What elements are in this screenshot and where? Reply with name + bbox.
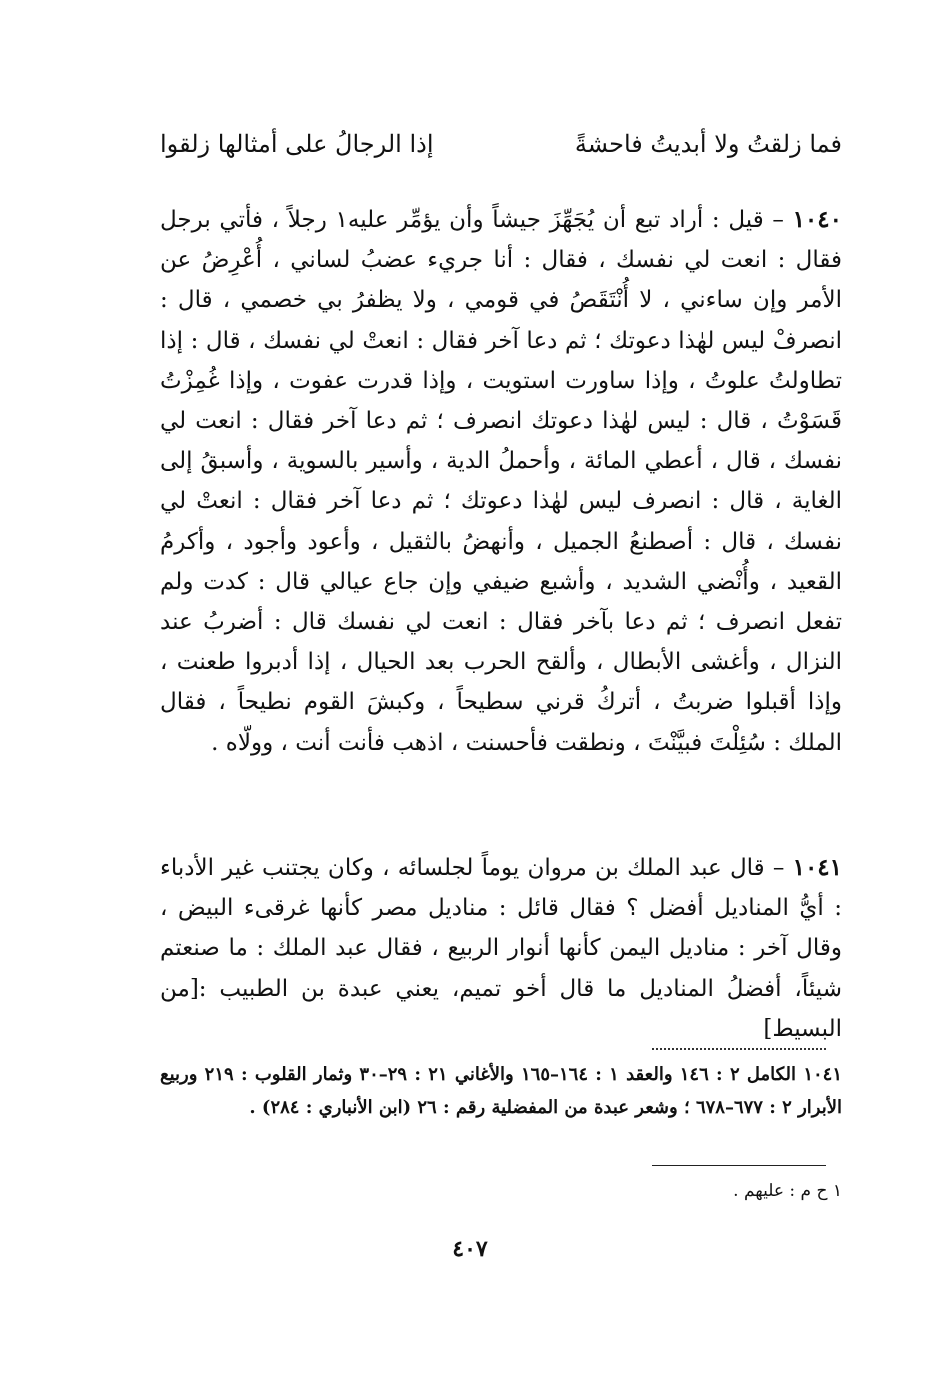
footnote: ١ ح م : عليهم .	[733, 1181, 842, 1201]
page-number: ٤٠٧	[452, 1236, 488, 1262]
paragraph-number: ١٠٤١	[792, 854, 843, 881]
paragraph-number: ١٠٤٠	[792, 206, 842, 233]
paragraph-1040	[160, 200, 842, 763]
poem-verse	[160, 126, 842, 162]
references-divider	[652, 1048, 826, 1050]
paragraph-text: قال عبد الملك بن مروان يوماً لجلسائه ، وكان يجتنب غير الأدباء : أيُّ المناديل أفضل ؟ فقال قائل : مناديل مصر كأنها غرقىء البيض ، وقال آخر : مناديل اليمن كأنها أنوار الربيع ، فقال عبد الملك : ما صنعتم شيئاً، أفضلُ المناديل ما قال أخو تميم، يعني عبدة بن الطبيب :[من البسيط]	[160, 855, 842, 1042]
verse-second-hemistich: إذا الرجالُ على أمثالها زلقوا	[160, 130, 434, 158]
paragraph-1041	[160, 848, 842, 1049]
source-references	[160, 1058, 842, 1124]
paragraph-text: قيل : أراد تبع أن يُجَهِّزَ جيشاً وأن يؤمِّر عليه١ رجلاً ، فأتي برجل فقال : انعت لي نفسك ، فقال : أنا جريء عضبُ لساني ، أُعْرِضُ عن الأمر وإن ساءني ، لا أُنْتَقَصُ في قومي ، ولا يظفرُ بي خصمي ، قال : انصرفْ ليس لهٰذا دعوتك ؛ ثم دعا آخر فقال : انعتْ لي نفسك ، قال : إذا تطاولتُ علوتُ ، وإذا ساورت استويت ، وإذا قدرت عفوت ، وإذا غُمِزْتُ قَسَوْتُ ، قال : ليس لهٰذا دعوتك انصرف ؛ ثم دعا آخر فقال : انعت لي نفسك ، قال ، أعطي المائة ، وأحملُ الدية ، وأسير بالسوية ، وأسبقُ إلى الغاية ، قال : انصرف ليس لهٰذا دعوتك ؛ ثم دعا آخر فقال : انعتْ لي نفسك ، قال : أصطنعُ الجميل ، وأنهضُ بالثقيل ، وأعود وأجود ، وأكرمُ القعيد ، وأُنْضي الشديد ، وأشبع ضيفي وإن جاع عيالي قال : كدت ولم تفعل انصرف ؛ ثم دعا بآخر فقال : انعت لي نفسك قال : أضربُ عند النزال ، وأغشى الأبطال ، وألقح الحرب بعد الحيال ، إذا أدبروا طعنت ، وإذا أقبلوا ضربتُ ، أتركُ قرني سطيحاً ، وكبشَ القوم نطيحاً ، فقال الملك : سُئِلْتَ فبيَّنْتَ ، ونطقت فأحسنت ، اذهب فأنت أنت ، وولّاه .	[160, 207, 842, 756]
reference-text: الكامل ٢ : ١٤٦ والعقد ١ : ١٦٤–١٦٥ والأغاني ٢١ : ٢٩–٣٠ وثمار القلوب : ٢١٩ وربيع الأبرار ٢ : ٦٧٧–٦٧٨ ؛ وشعر عبدة من المفضلية رقم : ٢٦ (ابن الأنباري : ٢٨٤) .	[160, 1064, 842, 1118]
footnote-divider	[652, 1165, 826, 1166]
paragraph-dash: –	[772, 855, 785, 881]
paragraph-dash: –	[772, 207, 784, 233]
verse-first-hemistich: فما زلقتُ ولا أبديتُ فاحشةً	[574, 130, 842, 158]
reference-number: ١٠٤١	[803, 1064, 842, 1085]
